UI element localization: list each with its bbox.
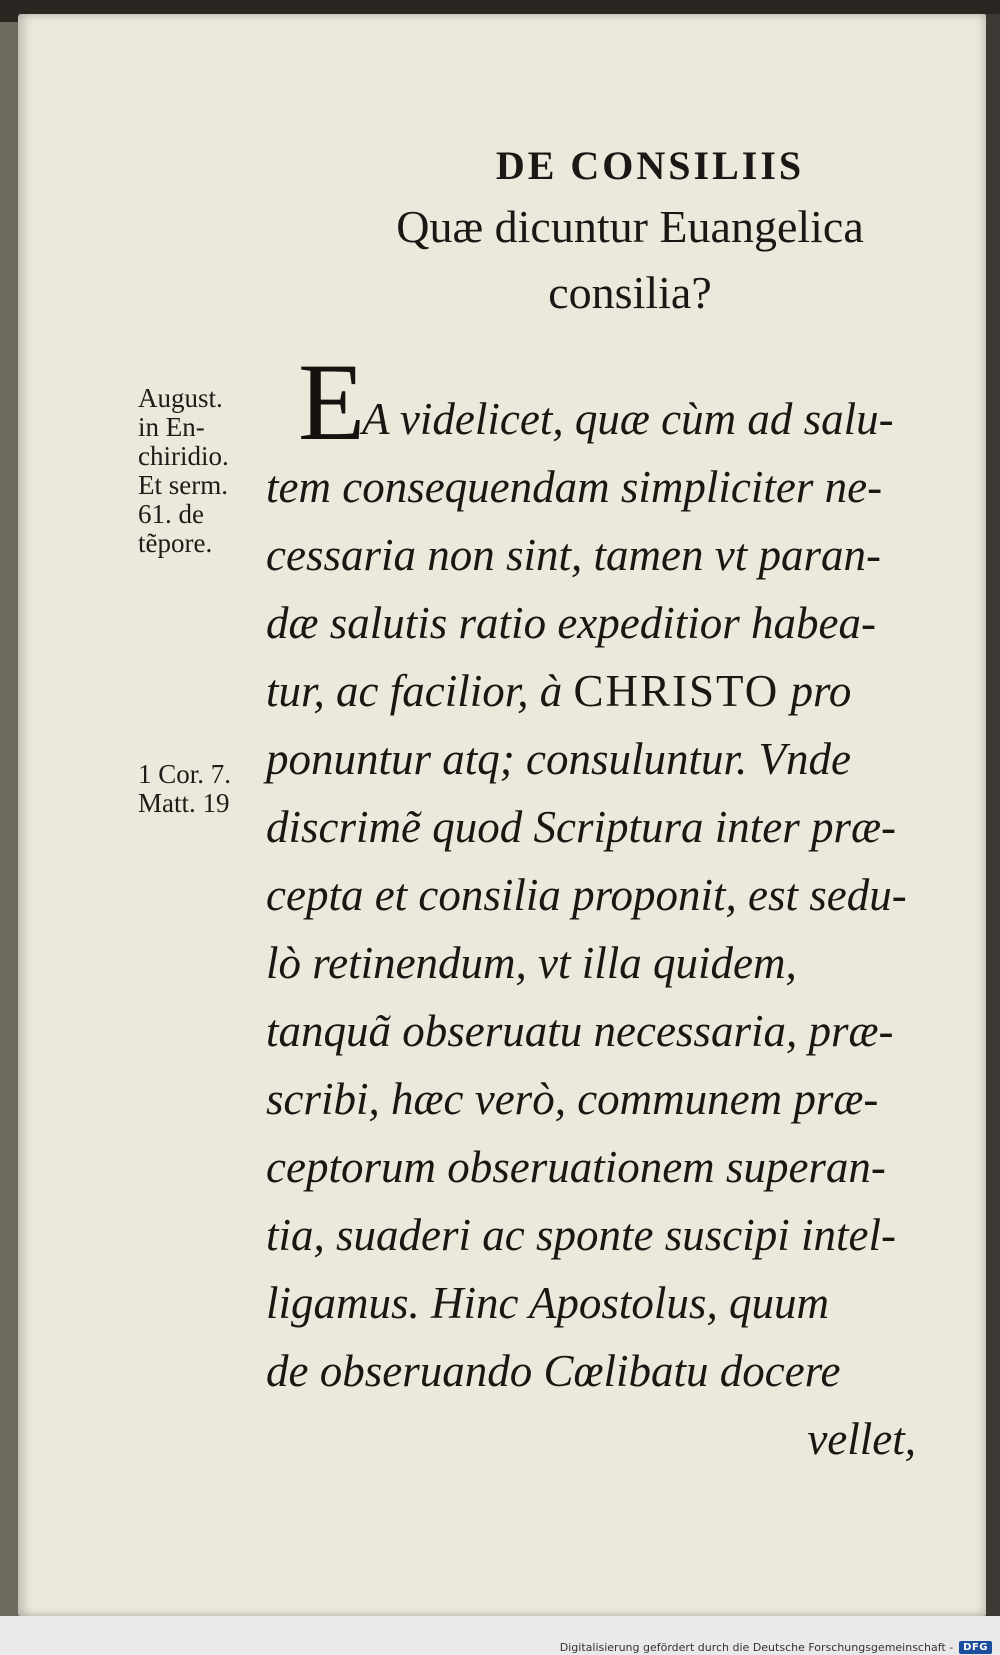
margin-note-line: tẽpore. (138, 528, 213, 558)
digitization-credit (560, 1639, 992, 1655)
credit-text: Digitalisierung gefördert durch die Deutsche Forschungsgemeinschaft - (559, 1640, 954, 1654)
text-line: tanquã obseruatu necessaria, præ- (266, 1006, 894, 1056)
margin-note-augustine (138, 384, 229, 558)
text-line: ponuntur atq; consuluntur. Vnde (266, 734, 851, 784)
question-heading-line-1: Quæ dicuntur Euangelica (396, 201, 864, 252)
text-line: tem consequendam simpliciter ne- (266, 462, 883, 512)
text-line-christo (266, 657, 926, 725)
text-line: lò retinendum, vt illa quidem, (266, 938, 797, 988)
text-line: discrimẽ quod Scriptura inter præ- (266, 802, 896, 852)
text-line: dæ salutis ratio expeditior habea- (266, 598, 876, 648)
text-line: scribi, hæc verò, communem præ- (266, 1074, 879, 1124)
text-line-part: pro (790, 666, 852, 716)
margin-note-line: August. (138, 383, 223, 413)
drop-cap: E (298, 341, 366, 463)
text-line: tia, suaderi ac sponte suscipi intel- (266, 1210, 896, 1260)
text-line: ligamus. Hinc Apostolus, quum (266, 1278, 829, 1328)
margin-note-line: 1 Cor. 7. (138, 759, 232, 789)
text-line: cessaria non sint, tamen vt paran- (266, 530, 881, 580)
question-heading-line-2: consilia? (548, 267, 712, 318)
text-line: A videlicet, quæ cùm ad salu- (362, 394, 894, 444)
text-line: cepta et consilia proponit, est sedu- (266, 870, 907, 920)
margin-note-scripture (138, 760, 231, 818)
margin-note-line: Matt. 19 (138, 788, 230, 818)
christo-small-caps: CHRISTO (573, 666, 780, 716)
margin-note-line: Et serm. (138, 470, 228, 500)
text-line: ceptorum obseruationem superan- (266, 1142, 886, 1192)
margin-note-line: in En- (138, 412, 205, 442)
dfg-logo-icon: DFG (959, 1641, 992, 1654)
page-header: DE CONSILIIS (495, 143, 805, 188)
text-line: de obseruando Cœlibatu docere (266, 1346, 841, 1396)
margin-note-line: chiridio. (138, 441, 229, 471)
body-text (266, 385, 926, 1473)
scan-right-edge (986, 14, 1000, 1616)
text-line-part: tur, ac facilior, à (266, 666, 563, 716)
catchword: vellet, (807, 1414, 916, 1464)
margin-note-line: 61. de (138, 499, 204, 529)
